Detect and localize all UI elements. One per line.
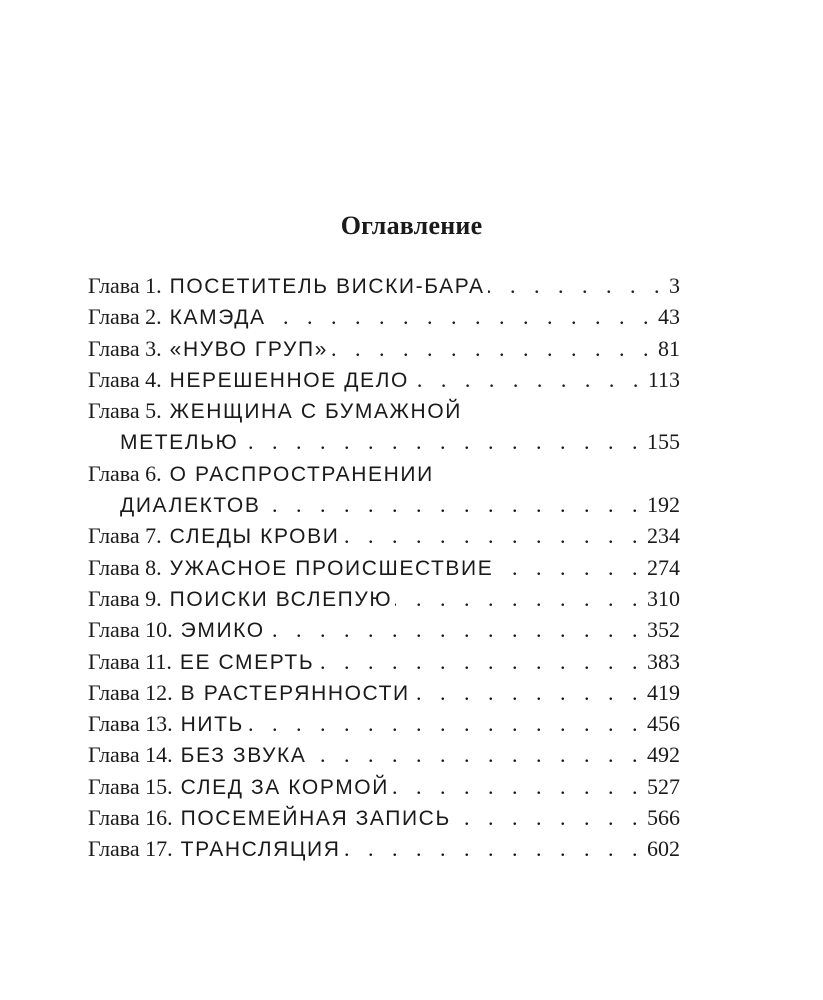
toc-entry-line [88,520,680,551]
toc-entry-line [88,364,680,395]
dot-leader [317,646,644,677]
toc-entry [88,458,680,521]
chapter-title: ПОСЕМЕЙНАЯ ЗАПИСЬ [180,807,451,831]
toc-entry [88,614,680,645]
chapter-number: Глава 13. [88,711,173,737]
page-number: 602 [647,836,680,862]
toc-entry [88,677,680,708]
toc-entry [88,520,680,551]
toc-entry [88,833,680,864]
page-number: 113 [647,366,680,392]
toc-entry [88,301,680,332]
chapter-title: БЕЗ ЗВУКА [180,744,307,768]
chapter-title: СЛЕД ЗА КОРМОЙ [180,775,389,799]
toc-entry-line [88,771,680,802]
page-number: 192 [647,492,680,518]
toc-entry-line [88,802,680,833]
toc-entry [88,583,680,614]
toc-entry [88,646,680,677]
chapter-number: Глава 5. [88,398,162,424]
toc-entry [88,771,680,802]
toc-entry-line [88,395,680,426]
page-title: Оглавление [340,211,483,240]
page-number: 419 [647,679,680,705]
chapter-title: НИТЬ [180,713,244,737]
chapter-number: Глава 16. [88,805,173,831]
page-number: 43 [658,304,680,330]
chapter-number: Глава 15. [88,773,173,799]
toc-entry-line [88,677,680,708]
chapter-title: ЕЕ СМЕРТЬ [179,650,315,674]
toc-entry-line [88,614,680,645]
page-number: 566 [647,805,680,831]
toc-entry-line [88,552,680,583]
toc-entry-line [88,301,680,332]
page-number: 274 [647,554,680,580]
chapter-number: Глава 4. [88,366,162,392]
dot-leader [310,739,645,770]
chapter-title: В РАСТЕРЯННОСТИ [180,681,410,705]
chapter-number: Глава 2. [88,304,162,330]
chapter-title: ЭМИКО [180,619,265,643]
chapter-number: Глава 10. [88,617,173,643]
toc-entry-line [88,708,680,739]
chapter-number: Глава 6. [88,460,162,486]
dot-leader [247,708,644,739]
page-number: 3 [669,273,680,298]
chapter-number: Глава 11. [88,648,172,674]
chapter-title: МЕТЕЛЬЮ [120,431,239,455]
toc-entry [88,333,680,364]
page-number: 155 [647,429,680,455]
page-number: 234 [647,523,680,549]
toc-entry [88,802,680,833]
dot-leader [268,614,644,645]
page-number: 81 [658,335,680,361]
chapter-number: Глава 1. [88,273,162,298]
toc-entry [88,364,680,395]
toc-entry-line [88,333,680,364]
chapter-title: УЖАСНОЕ ПРОИСШЕСТВИЕ [169,556,494,580]
dot-leader [454,802,644,833]
chapter-title: ПОСЕТИТЕЛЬ ВИСКИ-БАРА [169,275,485,298]
chapter-title: О РАСПРОСТРАНЕНИИ [169,462,434,486]
dot-leader [412,364,645,395]
dot-leader [488,270,666,301]
toc-entry [88,552,680,583]
chapter-number: Глава 14. [88,742,173,768]
toc-entry-line [88,739,680,770]
page-number: 310 [647,585,680,611]
page-number: 383 [647,648,680,674]
page-number: 492 [647,742,680,768]
toc-list [88,270,680,865]
chapter-number: Глава 12. [88,679,173,705]
chapter-number: Глава 17. [88,836,173,862]
chapter-title: ДИАЛЕКТОВ [120,494,261,518]
dot-leader [343,833,644,864]
dot-leader [392,771,644,802]
toc-entry [88,270,680,301]
toc-entry [88,395,680,458]
chapter-title: ПОИСКИ ВСЛЕПУЮ [169,587,393,611]
dot-leader [263,489,644,520]
toc-entry-continuation-line [88,489,680,520]
chapter-title: «НУВО ГРУП» [169,337,328,361]
toc-entry-line [88,583,680,614]
page-number: 527 [647,773,680,799]
dot-leader [331,333,655,364]
toc-entry-line [88,833,680,864]
chapter-title: ЖЕНЩИНА С БУМАЖНОЙ [169,400,462,424]
toc-entry-continuation-line [88,426,680,457]
toc-entry [88,708,680,739]
toc-entry [88,739,680,770]
dot-leader [413,677,644,708]
chapter-title: СЛЕДЫ КРОВИ [169,525,340,549]
toc-entry-line [88,270,680,301]
toc-entry-line [88,458,680,489]
dot-leader [269,301,655,332]
chapter-number: Глава 7. [88,523,162,549]
page-number: 352 [647,617,680,643]
chapter-title: ТРАНСЛЯЦИЯ [180,838,341,862]
chapter-title: НЕРЕШЕННОЕ ДЕЛО [169,368,409,392]
chapter-number: Глава 8. [88,554,162,580]
dot-leader [395,583,644,614]
chapter-number: Глава 3. [88,335,162,361]
dot-leader [496,552,644,583]
page-number: 456 [647,711,680,737]
chapter-title: КАМЭДА [169,306,266,330]
dot-leader [342,520,644,551]
chapter-number: Глава 9. [88,585,162,611]
toc-entry-line [88,646,680,677]
dot-leader [241,426,644,457]
